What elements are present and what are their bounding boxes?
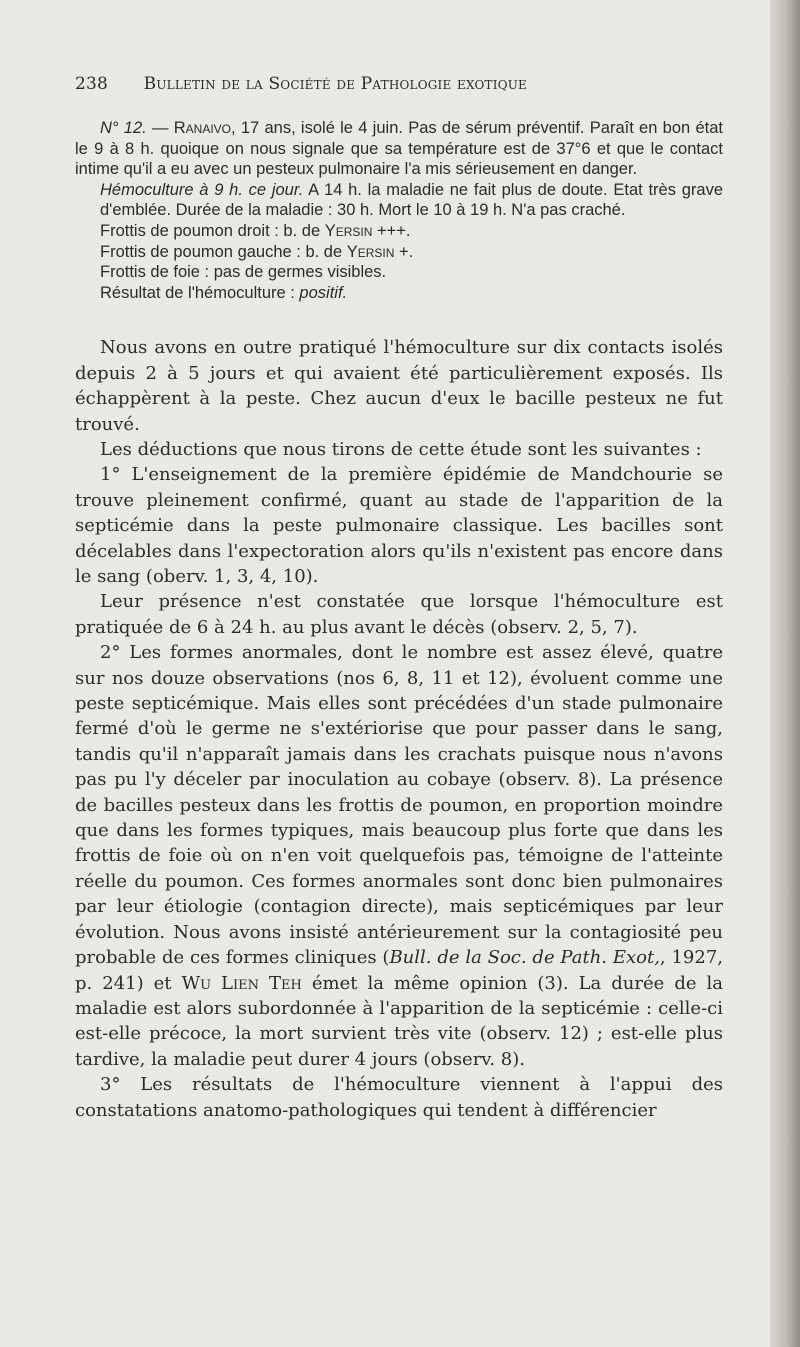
paragraph-deductions: Les déductions que nous tirons de cette étude sont les suivantes : xyxy=(100,438,702,460)
paragraph-point-2: 2° Les formes anormales, dont le nombre est assez élevé, quatre sur nos douze observations (nos 6, 8, 11 et 12), évoluent comme une peste septicémique. Mais elles sont précédées d'un stade pulmonaire fermé d'où le germe ne s'extériorise que pour passer dans le sang, tandis qu'il n'apparaît jamais dans les crachats puisque nous n'avons pas pu l'y déceler par inoculation au cobaye (observ. 8). La présence de bacilles pesteux dans les frottis de poumon, en proportion moindre que dans les formes typiques, mais beaucoup plus forte que dans les frottis de foie où on n'en voit quelquefois pas, témoigne de l'atteinte réelle du poumon. Ces formes anormales sont donc bien pulmonaires par leur étiologie (contagion directe), mais septicémiques par leur évolution. Nous avons insisté antérieurement sur la contagiosité peu probable de ces formes cliniques (Bull. de la Soc. de Path. Exot,, 1927, p. 241) et Wu Lien Teh émet la même opinion (3). La durée de la maladie est alors subordonnée à l'apparition de la septicémie : celle-ci est-elle précoce, la mort survient très vite (observ. 12) ; est-elle plus tardive, la maladie peut durer 4 jours (observ. 8). xyxy=(75,642,723,1070)
paragraph-contacts: Nous avons en outre pratiqué l'hémoculture sur dix contacts isolés depuis 2 à 5 jours et qui avaient été particulièrement exposés. Ils échappèrent à la peste. Chez aucun d'eux le bacille pesteux ne fut trouvé. xyxy=(75,337,723,435)
observation-hemoculture: Hémoculture à 9 h. ce jour. A 14 h. la maladie ne fait plus de doute. Etat très grave d'emblée. Durée de la maladie : 30 h. Mort le 10 à 19 h. N'a pas craché. xyxy=(100,180,724,220)
running-header xyxy=(75,74,725,94)
citation: Bull. de la Soc. de Path. Exot, xyxy=(389,947,660,969)
journal-title: Bulletin de la Société de Pathologie exotique xyxy=(143,74,527,94)
body-text xyxy=(75,335,723,1123)
observation-intro: N° 12. — Ranaivo, 17 ans, isolé le 4 juin. Pas de sérum préventif. Paraît en bon état le 9 à 8 h. quoique on nous signale que sa température est de 37°6 et que le contact intime qu'il a eu avec un pesteux pulmonaire l'a mis sérieusement en danger. xyxy=(75,119,723,179)
frottis-poumon-droit: Frottis de poumon droit : b. de Yersin +++. xyxy=(100,221,411,240)
page-number: 238 xyxy=(75,74,109,94)
page-edge-shadow xyxy=(770,0,800,1347)
frottis-foie: Frottis de foie : pas de germes visibles. xyxy=(100,263,387,282)
observation-number: N° 12. xyxy=(100,119,147,137)
paragraph-point-1-cont: Leur présence n'est constatée que lorsque l'hémoculture est pratiquée de 6 à 24 h. au plus avant le décès (observ. 2, 5, 7). xyxy=(75,591,723,638)
resultat-hemoculture: Résultat de l'hémoculture : positif. xyxy=(100,283,348,302)
patient-name: Ranaivo xyxy=(173,119,232,137)
paragraph-point-1: 1° L'enseignement de la première épidémie de Mandchourie se trouve pleinement confirmé, quant au stade de l'apparition de la septicémie dans la peste pulmonaire classique. Les bacilles sont décelables dans l'expectoration alors qu'ils n'existent pas encore dans le sang (oberv. 1, 3, 4, 10). xyxy=(75,464,723,587)
frottis-poumon-gauche: Frottis de poumon gauche : b. de Yersin +. xyxy=(100,242,414,261)
author-name: Wu Lien Teh xyxy=(181,972,302,994)
observation-block xyxy=(75,118,723,303)
page-content xyxy=(75,118,723,1123)
paragraph-point-3: 3° Les résultats de l'hémoculture viennent à l'appui des constatations anatomo-pathologiques qui tendent à différencier xyxy=(75,1074,723,1121)
